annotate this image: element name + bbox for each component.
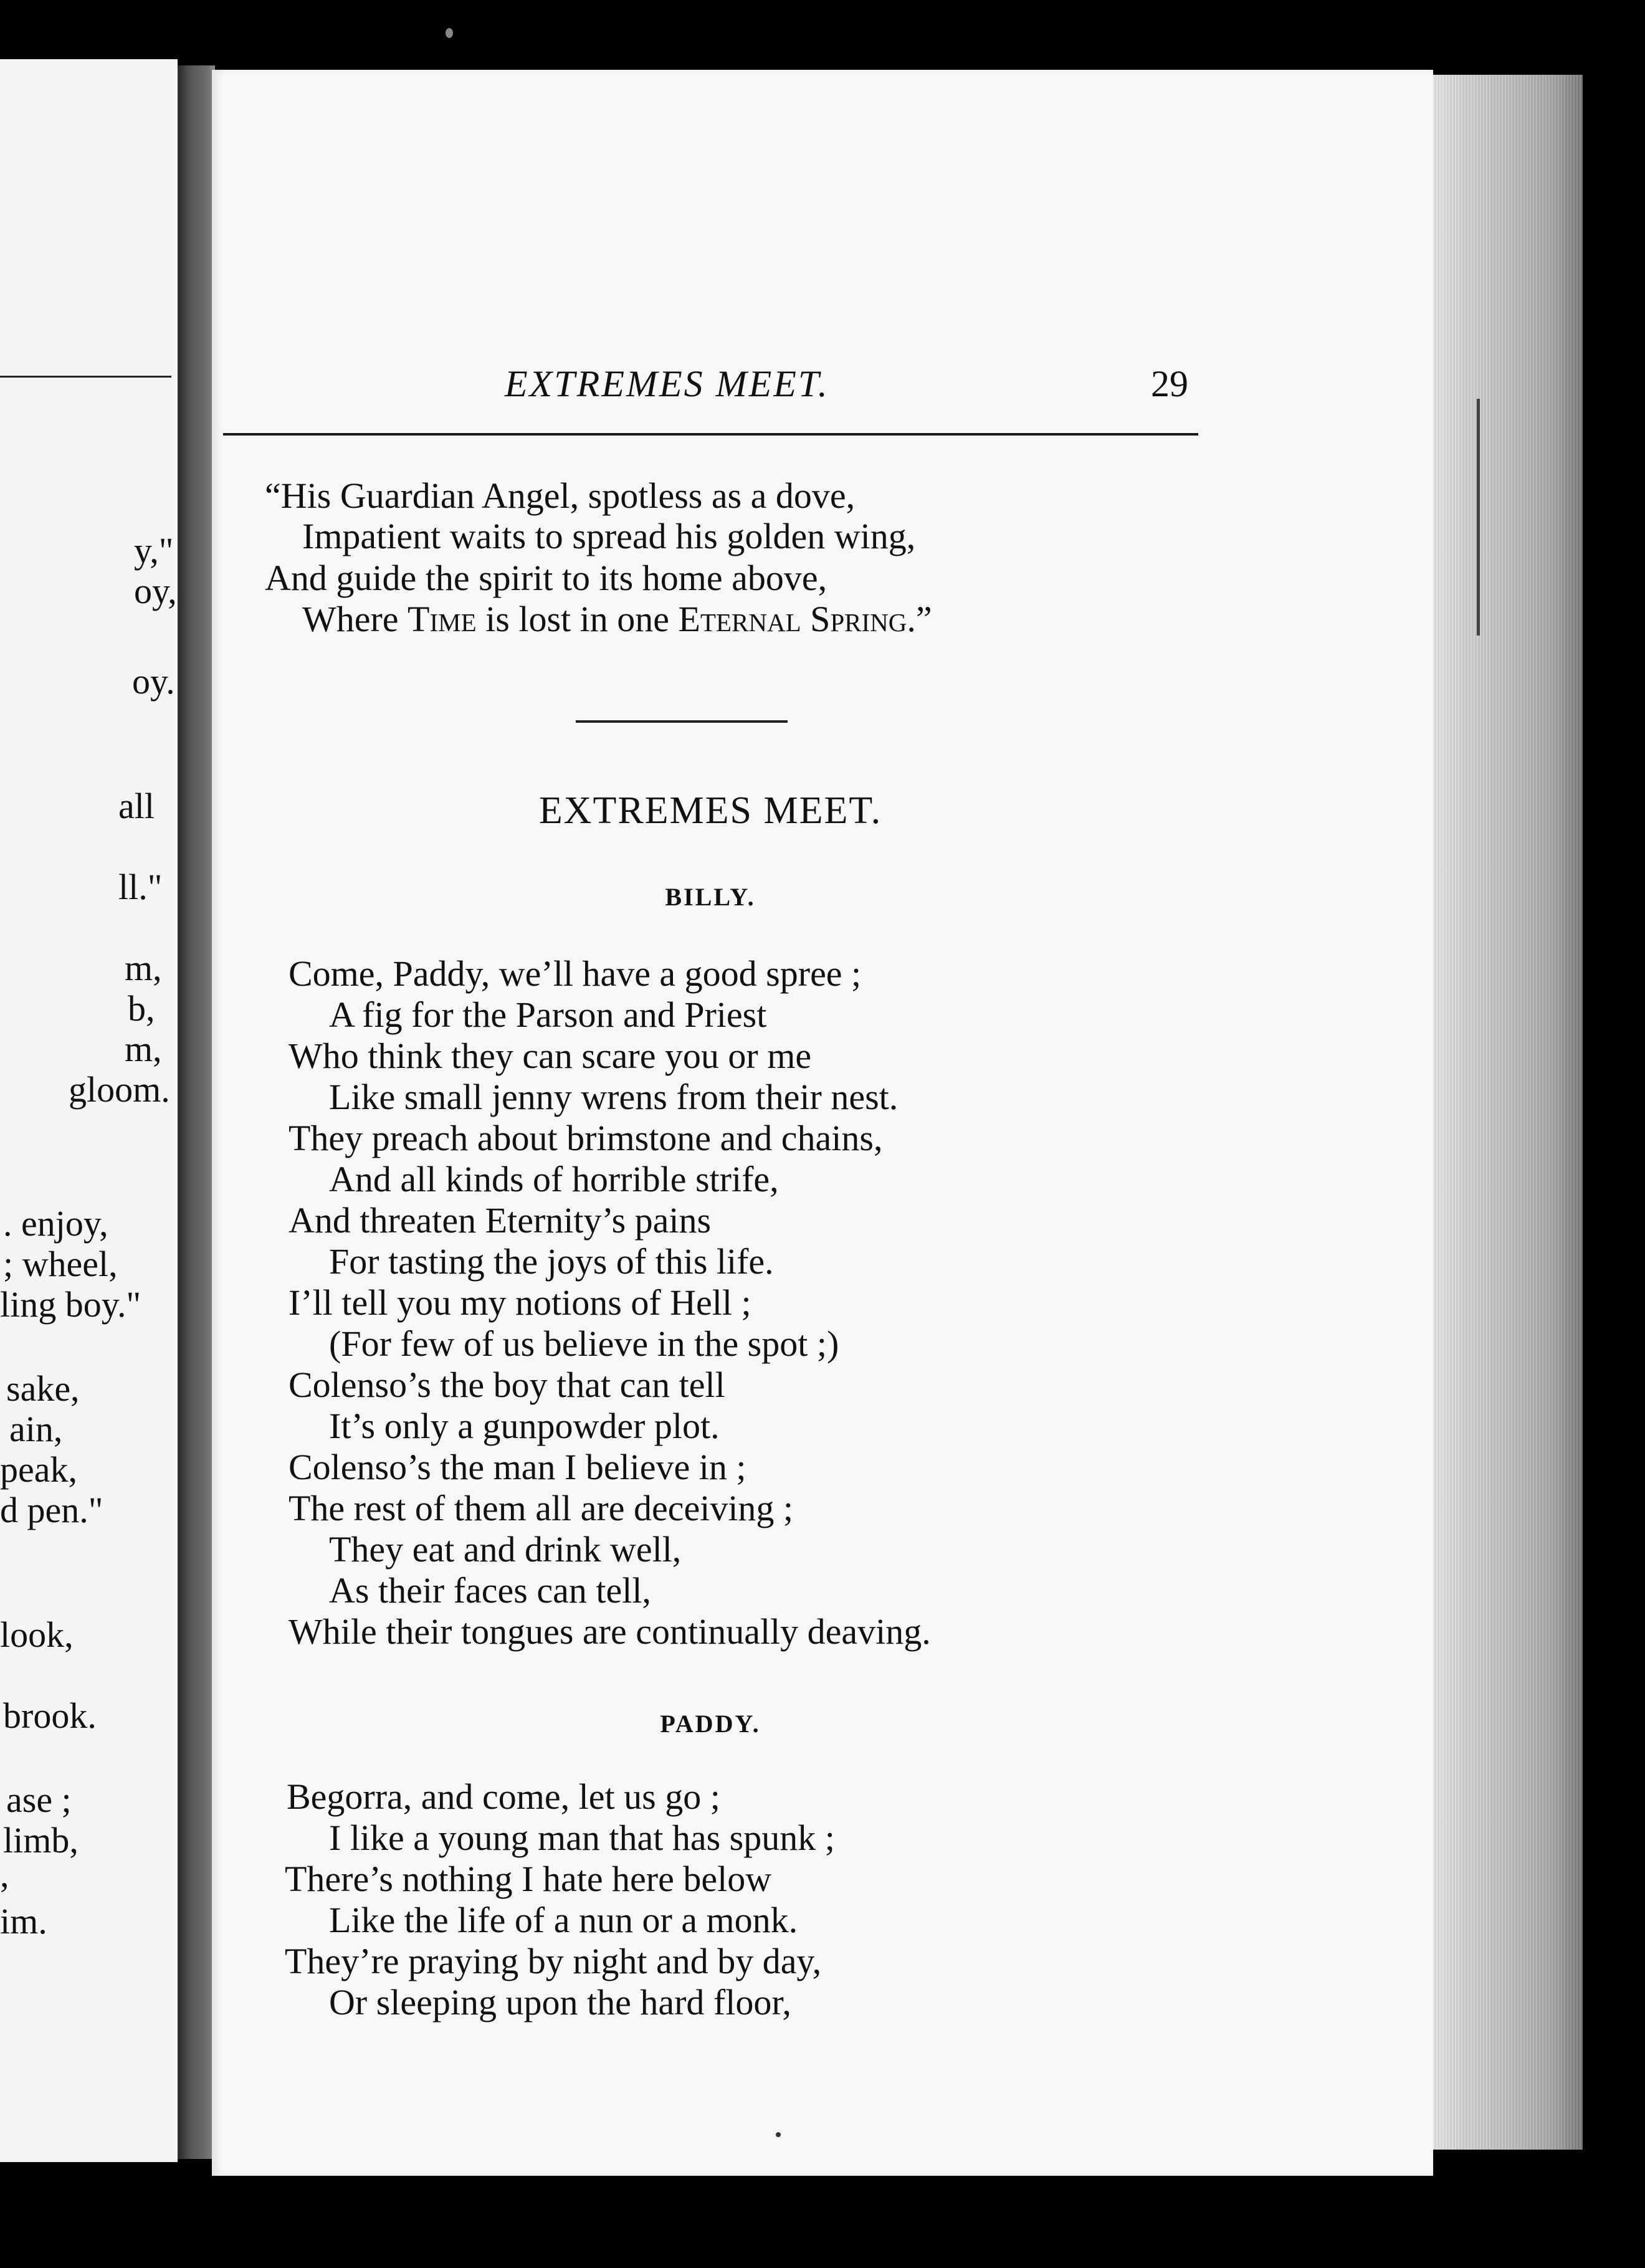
left-page-fragment: gloom.: [69, 1069, 170, 1110]
speaker-paddy: PADDY.: [660, 1710, 761, 1738]
left-page-rule: [0, 376, 171, 378]
left-page-fragment: d pen.": [0, 1490, 103, 1530]
verse-line: The rest of them all are deceiving ;: [288, 1488, 794, 1528]
ink-speck: [776, 2132, 781, 2137]
left-page-fragment: ,: [0, 1854, 9, 1895]
left-page-fragment: y,": [134, 530, 174, 571]
verse-line: (For few of us believe in the spot ;): [329, 1323, 839, 1364]
verse-line: It’s only a gunpowder plot.: [329, 1406, 720, 1446]
epigraph-line: And guide the spirit to its home above,: [265, 558, 827, 598]
small-caps-eternal: Eternal: [678, 599, 801, 639]
verse-line: I’ll tell you my notions of Hell ;: [288, 1282, 751, 1323]
epigraph-line: Where Time is lost in one Eternal Spring.”: [302, 599, 932, 639]
left-page-fragment: ain,: [9, 1409, 63, 1449]
left-page-fragment: all: [118, 786, 155, 826]
section-divider: [576, 720, 788, 723]
verse-line: Come, Paddy, we’ll have a good spree ;: [288, 953, 862, 994]
verse-line: While their tongues are continually deaving.: [288, 1611, 931, 1652]
left-page-fragment: brook.: [3, 1695, 97, 1736]
left-page-fragment: limb,: [3, 1820, 79, 1861]
verse-line: They eat and drink well,: [329, 1529, 682, 1570]
book-gutter-shadow: [178, 65, 215, 2159]
small-caps-time: Time: [408, 599, 477, 639]
left-page-fragment: ase ;: [6, 1780, 72, 1820]
small-caps-spring: Spring: [810, 599, 907, 639]
verse-line: And all kinds of horrible strife,: [329, 1159, 779, 1199]
left-page-fragment: look,: [0, 1614, 74, 1655]
book-page: [212, 70, 1433, 2176]
left-page-fragment: . enjoy,: [3, 1203, 108, 1244]
verse-line: Begorra, and come, let us go ;: [287, 1776, 720, 1817]
verse-line: As their faces can tell,: [329, 1570, 651, 1611]
verse-line: They’re praying by night and by day,: [285, 1941, 822, 1981]
verse-line: Who think they can scare you or me: [288, 1036, 812, 1076]
page-number: 29: [1151, 363, 1188, 404]
left-page-fragment: ll.": [118, 867, 163, 907]
left-page-fragment: sake,: [6, 1368, 80, 1409]
running-header: [212, 363, 1433, 406]
left-page-fragment: m,: [125, 948, 162, 988]
page-edge-mark: [1477, 399, 1480, 636]
verse-line: They preach about brimstone and chains,: [288, 1118, 883, 1158]
left-page-fragment: oy,: [134, 571, 177, 611]
left-facing-page: [0, 59, 178, 2162]
left-page-fragment: m,: [125, 1029, 162, 1069]
left-page-fragment: b,: [128, 988, 155, 1029]
left-page-fragment: ling boy.": [0, 1284, 141, 1325]
verse-line: Colenso’s the man I believe in ;: [288, 1447, 746, 1487]
verse-line: Colenso’s the boy that can tell: [288, 1365, 725, 1405]
epigraph-line: Impatient waits to spread his golden wing,: [302, 516, 916, 556]
verse-line: And threaten Eternity’s pains: [288, 1200, 712, 1241]
left-page-fragment: oy.: [132, 661, 175, 702]
left-page-fragment: peak,: [0, 1449, 77, 1490]
verse-line: Like small jenny wrens from their nest.: [329, 1077, 899, 1117]
dust-speck: [446, 28, 453, 38]
header-rule: [223, 433, 1198, 436]
running-title: EXTREMES MEET.: [505, 363, 829, 404]
speaker-billy: BILLY.: [665, 883, 756, 911]
verse-line: A fig for the Parson and Priest: [329, 994, 767, 1035]
verse-line: Like the life of a nun or a monk.: [329, 1900, 798, 1940]
page-edge-stack: [1427, 75, 1583, 2150]
left-page-fragment: ; wheel,: [3, 1244, 118, 1284]
left-page-fragment: im.: [0, 1901, 47, 1942]
verse-line: There’s nothing I hate here below: [285, 1859, 772, 1899]
epigraph-line: “His Guardian Angel, spotless as a dove,: [265, 475, 856, 516]
verse-line: Or sleeping upon the hard floor,: [329, 1982, 791, 2023]
verse-line: I like a young man that has spunk ;: [329, 1818, 835, 1858]
poem-title: EXTREMES MEET.: [538, 789, 882, 832]
verse-line: For tasting the joys of this life.: [329, 1241, 774, 1282]
